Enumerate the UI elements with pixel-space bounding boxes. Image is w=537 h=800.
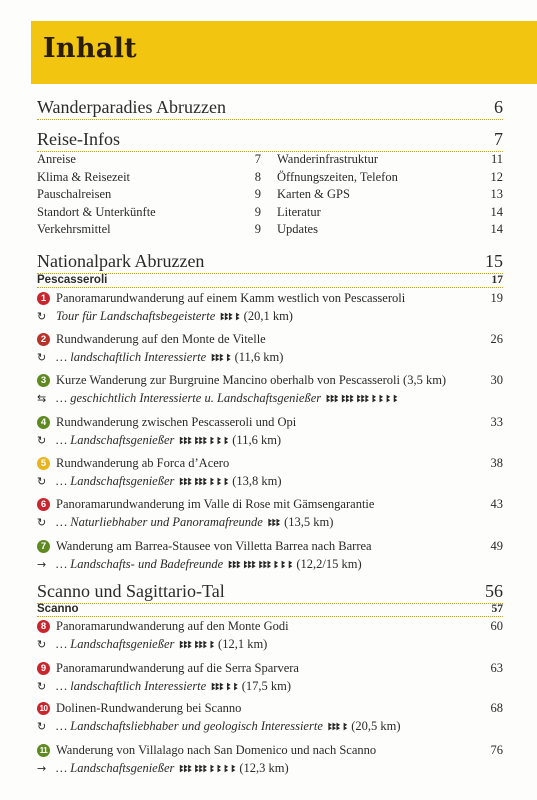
tour-detail-line xyxy=(37,678,291,696)
info-label: Verkehrsmittel xyxy=(37,222,111,236)
tour-audience: … Landschaftsgenießer xyxy=(56,474,175,488)
tour-title: Panoramarundwanderung auf die Serra Sparvera xyxy=(56,661,299,675)
route-type-icon: ⇆ xyxy=(37,392,47,405)
section-title: Scanno und Sagittario-Tal xyxy=(37,581,225,601)
tour-distance: (20,1 km) xyxy=(243,309,293,323)
subsection-page: 17 xyxy=(491,274,503,286)
route-type-icon: ↻ xyxy=(37,638,47,651)
info-page: 9 xyxy=(254,222,261,236)
tour-title: Rundwanderung ab Forca d’Acero xyxy=(56,456,230,470)
tour-page: 33 xyxy=(490,415,503,429)
tour-distance: (12,2/15 km) xyxy=(296,557,362,571)
info-page: 8 xyxy=(254,169,261,184)
tour-detail-line xyxy=(37,514,333,532)
tour-title: Wanderung von Villalago nach San Domenico und nach Scanno xyxy=(56,743,377,757)
tour-entry[interactable] xyxy=(37,496,503,536)
tour-audience: … Landschaftsgenießer xyxy=(56,761,175,775)
section-page: 56 xyxy=(485,581,503,601)
rating-figures-icon: ꔪꔪꔪ ꔪꔪꔪ ꔪ xyxy=(179,640,215,651)
route-type-icon: ↻ xyxy=(37,310,47,323)
route-type-icon: ↻ xyxy=(37,434,47,447)
rating-figures-icon: ꔪꔪꔪ ꔪꔪꔪ ꔪ ꔪ ꔪ xyxy=(179,477,229,488)
info-label: Standort & Unterkünfte xyxy=(37,204,156,219)
subsection-page: 57 xyxy=(491,603,503,615)
info-item[interactable] xyxy=(277,221,503,239)
section-title: Reise-Infos xyxy=(37,129,120,149)
route-type-icon: ↻ xyxy=(37,475,47,488)
tour-title: Rundwanderung zwischen Pescasseroli und Opi xyxy=(56,415,297,429)
rating-figures-icon: ꔪꔪꔪ ꔪ xyxy=(211,353,231,364)
tour-title: Panoramarundwanderung auf einem Kamm westlich von Pescasseroli xyxy=(56,291,406,305)
tour-audience: … Naturliebhaber und Panoramafreunde xyxy=(56,515,263,529)
subsection-pescasseroli[interactable] xyxy=(37,273,503,288)
tour-title: Dolinen-Rundwanderung bei Scanno xyxy=(56,701,242,715)
tour-distance: (17,5 km) xyxy=(241,679,291,693)
tour-number-badge: 1 xyxy=(37,292,50,305)
section-reise-infos[interactable] xyxy=(37,128,503,152)
rating-figures-icon: ꔪꔪꔪ ꔪꔪꔪ ꔪ ꔪ ꔪ ꔪ xyxy=(179,764,236,775)
route-type-icon: ↻ xyxy=(37,351,47,364)
info-label: Pauschalreisen xyxy=(37,187,112,201)
tour-page: 49 xyxy=(490,539,503,553)
rating-figures-icon: ꔪꔪꔪ ꔪ xyxy=(220,312,240,323)
tour-distance: (20,5 km) xyxy=(351,719,401,733)
subsection-title: Scanno xyxy=(37,603,79,615)
tour-detail-line xyxy=(37,390,401,408)
info-item[interactable] xyxy=(277,151,503,169)
tour-entry[interactable] xyxy=(37,290,503,330)
tour-number-badge: 4 xyxy=(37,416,50,429)
rating-figures-icon: ꔪꔪꔪ ꔪꔪꔪ ꔪ ꔪ ꔪ xyxy=(179,436,229,447)
info-item[interactable] xyxy=(37,169,261,187)
tour-page: 30 xyxy=(490,373,503,387)
section-scanno-sagittario[interactable] xyxy=(37,580,503,604)
tour-page: 38 xyxy=(490,456,503,470)
tour-page: 26 xyxy=(490,332,503,346)
tour-title: Kurze Wanderung zur Burgruine Mancino oberhalb von Pescasseroli (3,5 km) xyxy=(56,373,447,387)
tour-entry[interactable] xyxy=(37,414,503,454)
info-page: 7 xyxy=(254,152,261,166)
tour-number-badge: 6 xyxy=(37,498,50,511)
info-label: Literatur xyxy=(277,204,321,219)
tour-detail-line xyxy=(37,432,281,450)
page-title: Inhalt xyxy=(43,33,137,64)
info-label: Updates xyxy=(277,222,318,236)
tour-page: 63 xyxy=(490,661,503,675)
tour-title: Panoramarundwanderung auf den Monte Godi xyxy=(56,619,289,633)
tour-number-badge: 9 xyxy=(37,662,50,675)
rating-figures-icon: ꔪꔪꔪ ꔪꔪꔪ ꔪꔪꔪ ꔪ ꔪ ꔪ ꔪ xyxy=(326,394,398,405)
subsection-scanno[interactable] xyxy=(37,602,503,617)
info-label: Öffnungszeiten, Telefon xyxy=(277,169,398,184)
route-type-icon: ↻ xyxy=(37,516,47,529)
tour-title: Rundwanderung auf den Monte de Vitelle xyxy=(56,332,266,346)
tour-audience: … Landschaftsliebhaber und geologisch Interessierte xyxy=(56,719,323,733)
tour-number-badge: 10 xyxy=(37,702,50,715)
tour-number-badge: 8 xyxy=(37,620,50,633)
section-title: Wanderparadies Abruzzen xyxy=(37,97,226,117)
section-wanderparadies[interactable] xyxy=(37,96,503,120)
info-item[interactable] xyxy=(277,169,503,187)
tour-entry[interactable] xyxy=(37,700,503,740)
tour-entry[interactable] xyxy=(37,331,503,371)
tour-number-badge: 7 xyxy=(37,540,50,553)
tour-number-badge: 5 xyxy=(37,457,50,470)
info-page: 14 xyxy=(490,222,503,236)
tour-number-badge: 3 xyxy=(37,374,50,387)
info-label: Karten & GPS xyxy=(277,187,350,201)
tour-distance: (13,5 km) xyxy=(284,515,334,529)
tour-page: 43 xyxy=(490,497,503,511)
tour-distance: (12,1 km) xyxy=(218,637,268,651)
info-item[interactable] xyxy=(37,186,261,204)
tour-entry[interactable] xyxy=(37,618,503,658)
rating-figures-icon: ꔪꔪꔪ ꔪꔪꔪ ꔪꔪꔪ ꔪ ꔪ ꔪ xyxy=(228,560,293,571)
tour-title: Panoramarundwanderung im Valle di Rose mit Gämsengarantie xyxy=(56,497,375,511)
tour-detail-line xyxy=(37,760,289,778)
info-label: Klima & Reisezeit xyxy=(37,169,131,184)
tour-page: 60 xyxy=(490,619,503,633)
info-page: 9 xyxy=(254,187,261,201)
tour-page: 19 xyxy=(490,291,503,305)
tour-entry[interactable] xyxy=(37,538,503,578)
section-page: 6 xyxy=(494,97,503,117)
info-page: 13 xyxy=(490,187,503,201)
info-page: 14 xyxy=(490,204,503,219)
tour-distance: (13,8 km) xyxy=(232,474,282,488)
route-type-icon: → xyxy=(37,558,47,571)
subsection-title: Pescasseroli xyxy=(37,274,108,286)
tour-page: 76 xyxy=(490,743,503,757)
section-title: Nationalpark Abruzzen xyxy=(37,251,205,271)
info-label: Anreise xyxy=(37,152,76,166)
tour-audience: Tour für Landschaftsbegeisterte xyxy=(56,309,216,323)
tour-audience: … landschaftlich Interessierte xyxy=(56,679,207,693)
section-page: 15 xyxy=(485,251,503,271)
tour-entry[interactable] xyxy=(37,372,503,412)
tour-number-badge: 2 xyxy=(37,333,50,346)
tour-number-badge: 11 xyxy=(37,744,50,757)
tour-detail-line xyxy=(37,718,401,736)
tour-audience: … Landschafts- und Badefreunde xyxy=(56,557,224,571)
info-page: 9 xyxy=(254,204,261,219)
section-page: 7 xyxy=(494,129,503,149)
tour-page: 68 xyxy=(490,701,503,715)
info-label: Wanderinfrastruktur xyxy=(277,152,379,166)
tour-detail-line xyxy=(37,636,267,654)
section-nationalpark[interactable] xyxy=(37,250,503,274)
info-page: 12 xyxy=(490,169,503,184)
tour-detail-line xyxy=(37,556,362,574)
route-type-icon: ↻ xyxy=(37,680,47,693)
route-type-icon: → xyxy=(37,762,47,775)
tour-audience: … geschichtlich Interessierte u. Landschaftsgenießer xyxy=(56,391,322,405)
tour-detail-line xyxy=(37,308,293,326)
rating-figures-icon: ꔪꔪꔪ ꔪ ꔪ xyxy=(211,682,238,693)
rating-figures-icon: ꔪꔪꔪ ꔪ xyxy=(327,722,348,733)
tour-distance: (11,6 km) xyxy=(234,350,284,364)
tour-title: Wanderung am Barrea-Stausee von Villetta Barrea nach Barrea xyxy=(56,539,372,553)
tour-detail-line xyxy=(37,349,283,367)
info-item[interactable] xyxy=(37,221,261,239)
tour-audience: … Landschaftsgenießer xyxy=(56,637,175,651)
info-item[interactable] xyxy=(277,186,503,204)
rating-figures-icon: ꔪꔪꔪ xyxy=(267,518,281,529)
tour-entry[interactable] xyxy=(37,660,503,700)
info-page: 11 xyxy=(490,152,503,166)
tour-entry[interactable] xyxy=(37,742,503,782)
tour-detail-line xyxy=(37,473,282,491)
header-banner xyxy=(31,21,537,84)
info-item[interactable] xyxy=(37,151,261,169)
route-type-icon: ↻ xyxy=(37,720,47,733)
info-item[interactable] xyxy=(37,204,261,222)
tour-entry[interactable] xyxy=(37,455,503,495)
tour-distance: (12,3 km) xyxy=(239,761,289,775)
tour-distance: (11,6 km) xyxy=(232,433,282,447)
info-item[interactable] xyxy=(277,204,503,222)
tour-audience: … Landschaftsgenießer xyxy=(56,433,175,447)
tour-audience: … landschaftlich Interessierte xyxy=(56,350,207,364)
